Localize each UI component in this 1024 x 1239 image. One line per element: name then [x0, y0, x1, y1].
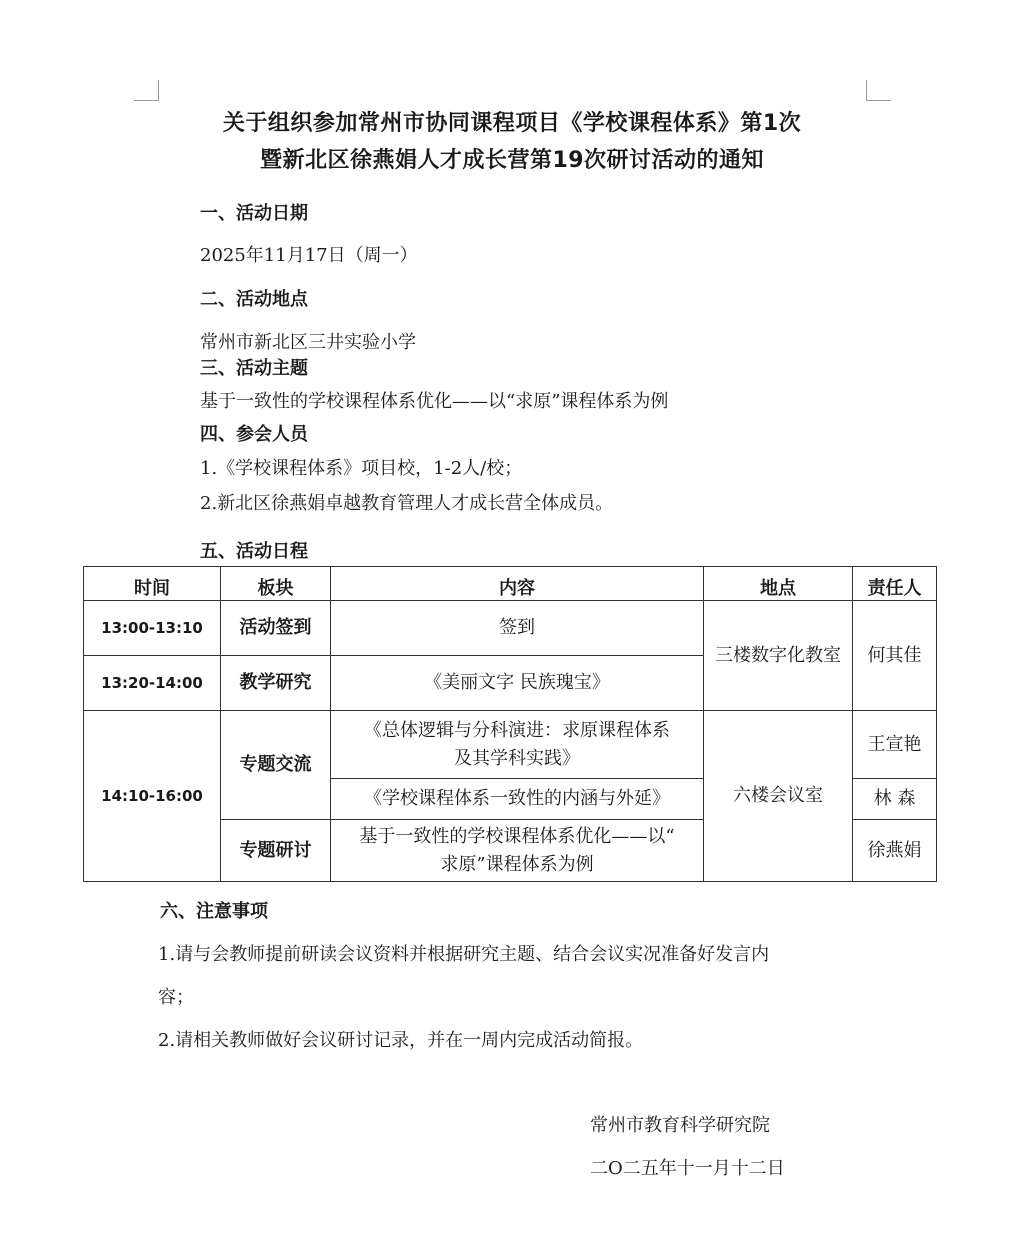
schedule-table: [83, 566, 937, 882]
block-cell: 专题研讨: [221, 820, 331, 882]
content-line: 及其学科实践》: [454, 747, 580, 769]
content-cell: 签到: [331, 601, 704, 656]
block-cell: 活动签到: [221, 601, 331, 656]
section-heading-people: 四、参会人员: [200, 424, 308, 445]
block-cell: 专题交流: [221, 711, 331, 820]
section-heading-notes: 六、注意事项: [160, 901, 268, 922]
block-cell: 教学研究: [221, 656, 331, 711]
issuing-organization: 常州市教育科学研究院: [590, 1115, 770, 1136]
attendee-item: 2.新北区徐燕娟卓越教育管理人才成长营全体成员。: [200, 493, 614, 514]
content-cell: 《美丽文字 民族瑰宝》: [331, 656, 704, 711]
note-item: 容；: [158, 987, 194, 1008]
person-cell: 林 森: [853, 779, 937, 820]
person-cell: 徐燕娟: [853, 820, 937, 882]
page-corner-mark-top-right: [866, 80, 891, 101]
content-cell: 《学校课程体系一致性的内涵与外延》: [331, 779, 704, 820]
notice-title-line-1: 关于组织参加常州市协同课程项目《学校课程体系》第1次: [222, 111, 802, 136]
issue-date: 二O二五年十一月十二日: [590, 1158, 785, 1179]
content-line: 求原”课程体系为例: [440, 853, 594, 875]
activity-date: 2025年11月17日（周一）: [200, 245, 418, 266]
table-header-person: 责任人: [853, 567, 937, 601]
time-cell: 13:20-14:00: [84, 656, 221, 711]
content-cell: [331, 711, 704, 779]
note-item: 2.请相关教师做好会议研讨记录，并在一周内完成活动简报。: [158, 1030, 644, 1051]
content-cell: [331, 820, 704, 882]
notice-title-line-2: 暨新北区徐燕娟人才成长营第19次研讨活动的通知: [259, 148, 765, 173]
time-cell: 14:10-16:00: [84, 711, 221, 882]
section-heading-theme: 三、活动主题: [200, 358, 308, 379]
table-row: [84, 711, 937, 779]
place-cell: 三楼数字化教室: [704, 601, 853, 711]
place-cell: 六楼会议室: [704, 711, 853, 882]
note-item: 1.请与会教师提前研读会议资料并根据研究主题、结合会议实况准备好发言内: [158, 944, 770, 965]
table-header-row: [84, 567, 937, 601]
table-header-block: 板块: [221, 567, 331, 601]
activity-theme: 基于一致性的学校课程体系优化——以“求原”课程体系为例: [200, 391, 669, 412]
table-header-time: 时间: [84, 567, 221, 601]
attendee-item: 1.《学校课程体系》项目校，1-2人/校；: [200, 458, 523, 479]
section-heading-date: 一、活动日期: [200, 203, 308, 224]
activity-place: 常州市新北区三井实验小学: [200, 332, 416, 353]
section-heading-schedule: 五、活动日程: [200, 541, 308, 562]
person-cell: 何其佳: [853, 601, 937, 711]
content-line: 《总体逻辑与分科演进：求原课程体系: [364, 719, 670, 741]
content-line: 基于一致性的学校课程体系优化——以“: [359, 825, 675, 847]
table-row: [84, 601, 937, 656]
time-cell: 13:00-13:10: [84, 601, 221, 656]
table-header-place: 地点: [704, 567, 853, 601]
section-heading-place: 二、活动地点: [200, 289, 308, 310]
table-header-content: 内容: [331, 567, 704, 601]
page-corner-mark-top-left: [134, 80, 159, 101]
person-cell: 王宣艳: [853, 711, 937, 779]
